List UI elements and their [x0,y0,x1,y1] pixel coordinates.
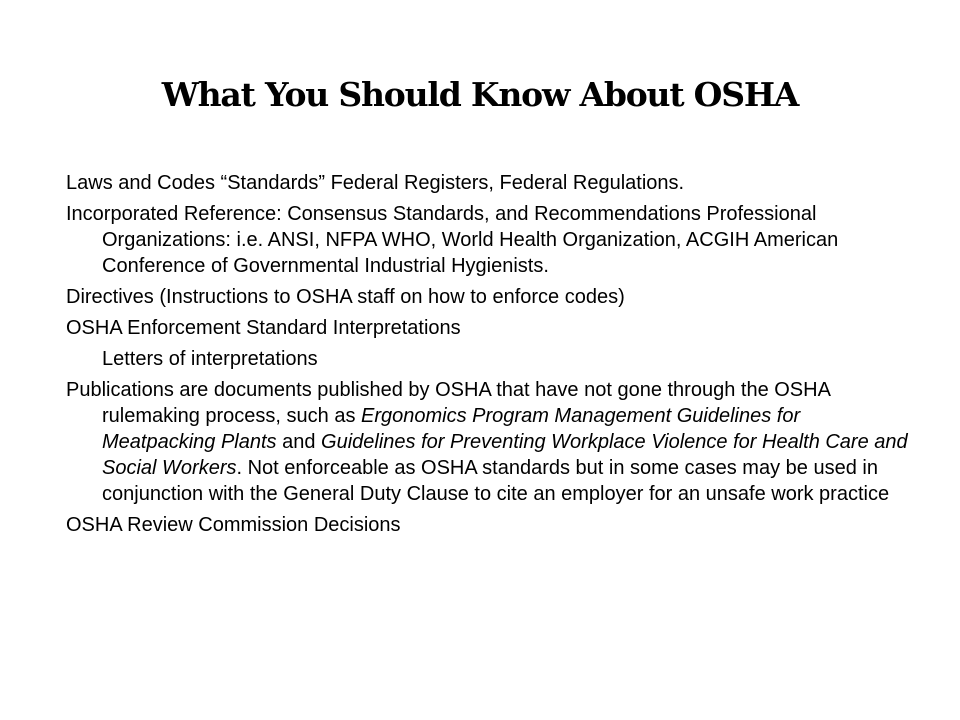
item-enforcement-interpretations: OSHA Enforcement Standard Interpretations [66,317,461,339]
publications-title-workplace-violence: Guidelines for Preventing Workplace Violence for Health Care and Social Workers [102,431,908,479]
publications-text-2: and [276,431,322,453]
publications-text-3: . Not enforceable as OSHA standards but in some cases may be used in conjunction with the General Duty Clause to cite an employer for an unsafe work practice [102,457,890,505]
publications-title-ergonomics: Ergonomics Program Management Guidelines for Meatpacking Plants [102,405,801,453]
item-incorporated-reference: Incorporated Reference: Consensus Standards, and Recommendations Professional Organizations: i.e. ANSI, NFPA WHO, World Health Organization, ACGIH American Conference of Governmental Industrial Hygienists. [66,203,839,277]
item-laws-and-codes: Laws and Codes “Standards” Federal Registers, Federal Regulations. [66,172,685,194]
item-directives: Directives (Instructions to OSHA staff on how to enforce codes) [66,286,625,308]
item-review-commission: OSHA Review Commission Decisions [66,514,401,536]
item-publications [66,377,916,507]
item-letters-of-interpretations: Letters of interpretations [102,348,318,370]
slide-body [66,170,916,543]
slide-title: What You Should Know About OSHA [161,75,799,114]
publications-text-1: Publications are documents published by OSHA that have not gone through the OSHA rulemaking process, such as [66,379,830,427]
